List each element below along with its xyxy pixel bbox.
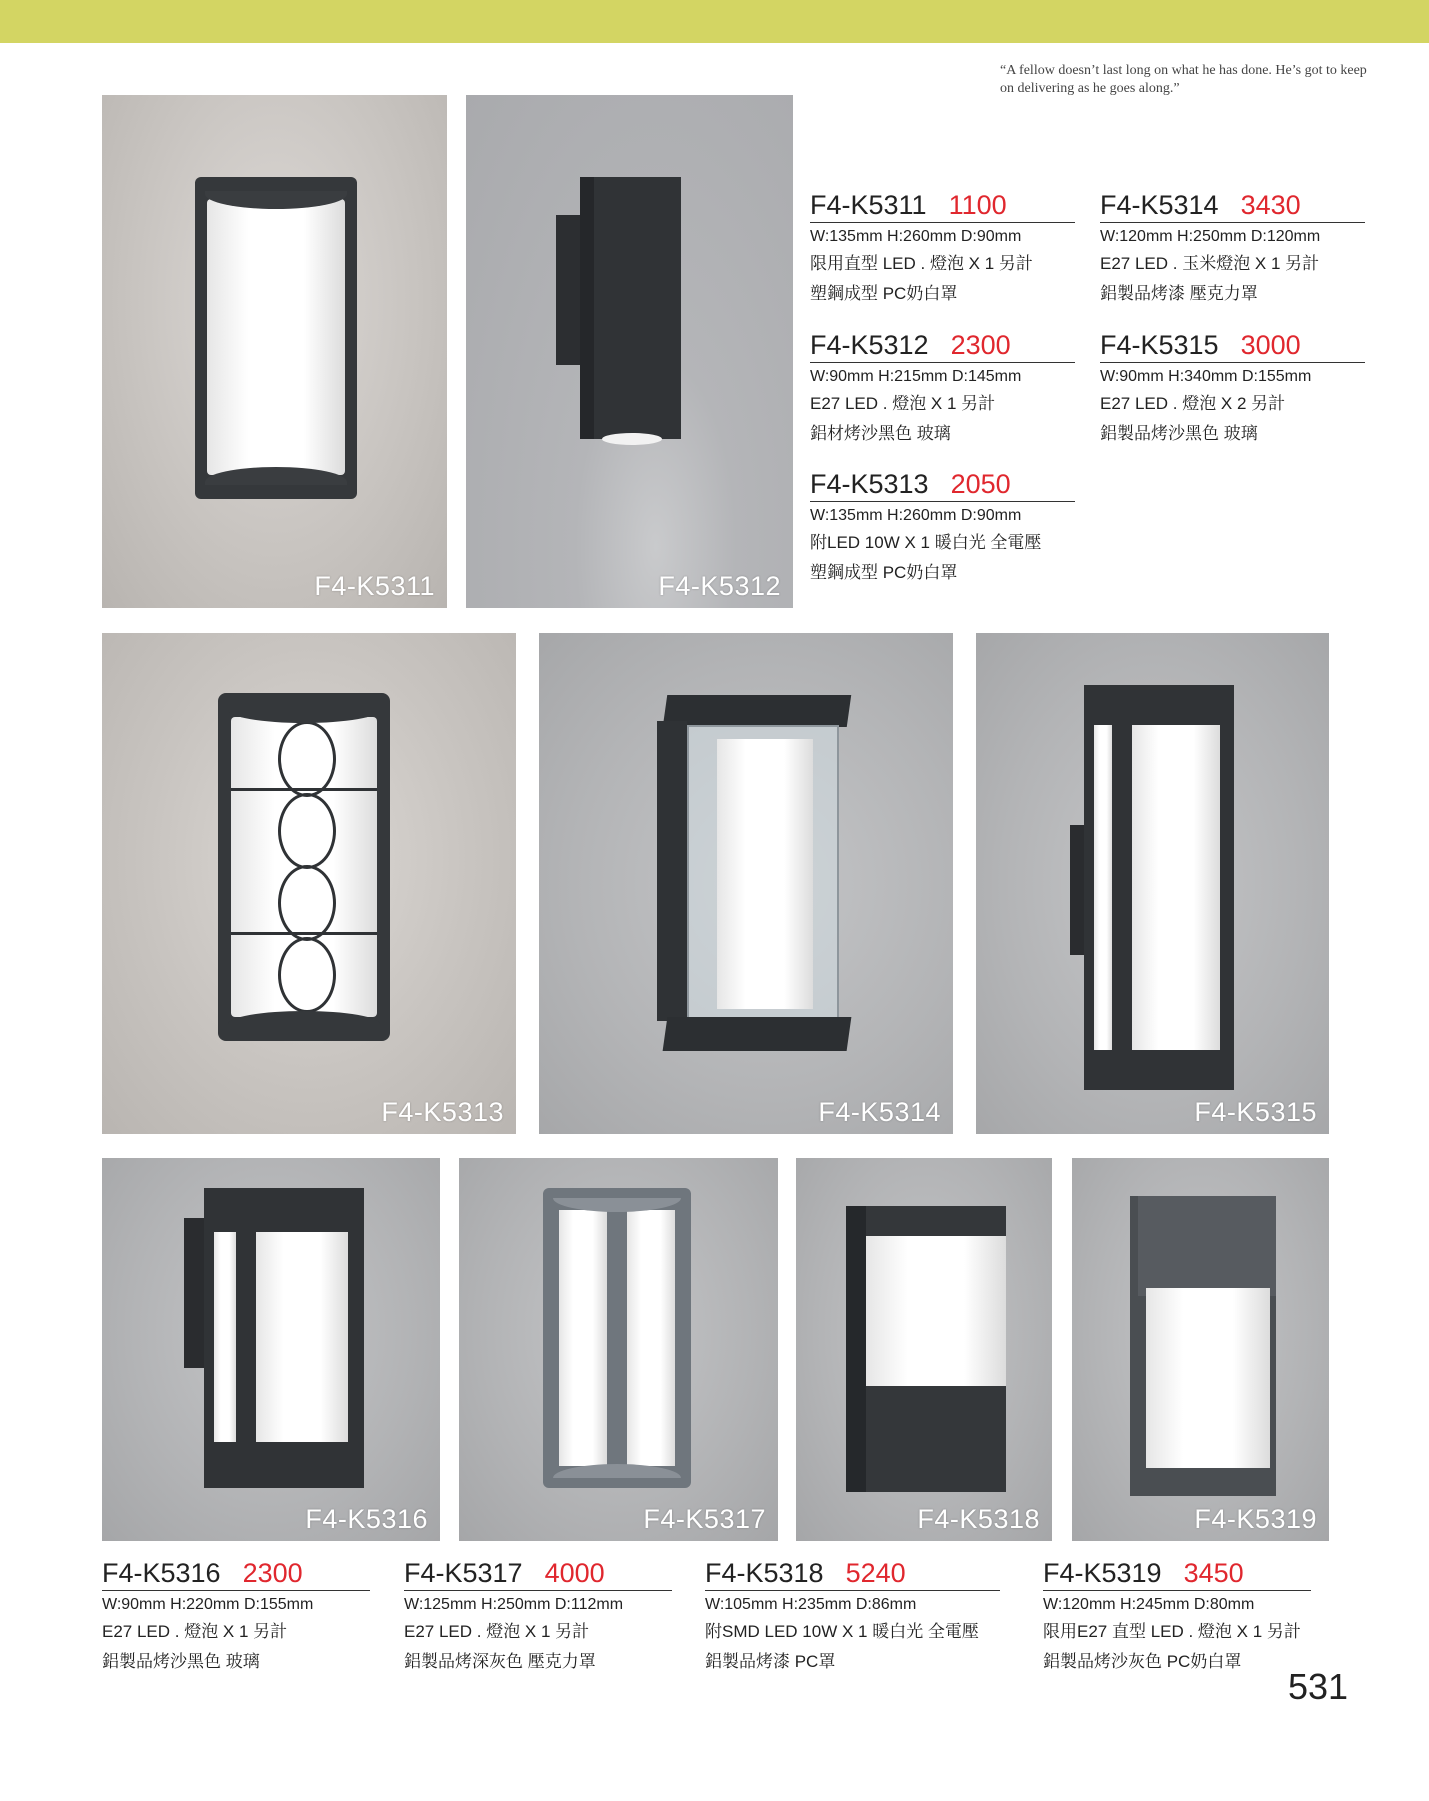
- product-code: F4-K5315: [1100, 330, 1219, 360]
- photo-caption: F4-K5315: [1194, 1097, 1317, 1127]
- product-lamp-info: 限用直型 LED . 燈泡 X 1 另計: [810, 254, 1033, 273]
- photo-f4-k5311: [102, 95, 447, 608]
- product-code: F4-K5313: [810, 469, 929, 499]
- product-code: F4-K5316: [102, 1558, 221, 1588]
- spec-f4-k5316: [102, 1558, 370, 1677]
- product-code: F4-K5317: [404, 1558, 523, 1588]
- product-dimensions: W:120mm H:250mm D:120mm: [1100, 228, 1321, 245]
- photo-caption: F4-K5318: [917, 1504, 1040, 1534]
- photo-f4-k5317: [459, 1158, 778, 1541]
- spec-f4-k5314: [1100, 190, 1365, 309]
- lamp-f4-k5311: [195, 177, 357, 499]
- product-lamp-info: E27 LED . 燈泡 X 1 另計: [102, 1622, 288, 1641]
- photo-caption: F4-K5311: [314, 571, 435, 601]
- product-dimensions: W:120mm H:245mm D:80mm: [1043, 1596, 1255, 1613]
- product-lamp-info: E27 LED . 燈泡 X 2 另計: [1100, 394, 1286, 413]
- photo-caption: F4-K5313: [381, 1097, 504, 1127]
- photo-f4-k5315: [976, 633, 1329, 1134]
- product-code: F4-K5311: [810, 190, 927, 220]
- product-lamp-info: 附LED 10W X 1 暖白光 全電壓: [810, 533, 1042, 552]
- lamp-f4-k5318: [846, 1206, 1006, 1492]
- product-material: 鋁製品烤沙黑色 玻璃: [1100, 424, 1258, 443]
- photo-caption: F4-K5317: [643, 1504, 766, 1534]
- spec-f4-k5312: [810, 330, 1075, 449]
- photo-caption: F4-K5312: [658, 571, 781, 601]
- lamp-f4-k5314: [657, 695, 849, 1051]
- product-material: 鋁製品烤深灰色 壓克力罩: [404, 1652, 596, 1671]
- product-dimensions: W:125mm H:250mm D:112mm: [404, 1596, 624, 1613]
- product-lamp-info: 限用E27 直型 LED . 燈泡 X 1 另計: [1043, 1622, 1301, 1641]
- product-price: 2300: [242, 1558, 303, 1588]
- product-price: 3000: [1240, 330, 1301, 360]
- product-price: 1100: [948, 190, 1007, 220]
- photo-f4-k5314: [539, 633, 953, 1134]
- product-material: 鋁製品烤沙黑色 玻璃: [102, 1652, 260, 1671]
- product-dimensions: W:135mm H:260mm D:90mm: [810, 507, 1022, 524]
- spec-f4-k5313: [810, 469, 1075, 588]
- product-material: 鋁製品烤沙灰色 PC奶白罩: [1043, 1652, 1242, 1671]
- product-code: F4-K5319: [1043, 1558, 1162, 1588]
- product-dimensions: W:135mm H:260mm D:90mm: [810, 228, 1022, 245]
- product-lamp-info: E27 LED . 玉米燈泡 X 1 另計: [1100, 254, 1320, 273]
- quote-text: “A fellow doesn’t last long on what he has done. He’s got to keep on delivering as he goes along.”: [1000, 63, 1367, 96]
- lamp-f4-k5316: [184, 1188, 364, 1488]
- spec-f4-k5315: [1100, 330, 1365, 449]
- top-color-bar: [0, 0, 1429, 43]
- lamp-f4-k5319: [1130, 1196, 1276, 1496]
- photo-caption: F4-K5314: [818, 1097, 941, 1127]
- product-material: 鋁製品烤漆 PC罩: [705, 1652, 836, 1671]
- product-dimensions: W:105mm H:235mm D:86mm: [705, 1596, 917, 1613]
- product-lamp-info: E27 LED . 燈泡 X 1 另計: [810, 394, 996, 413]
- product-price: 2050: [950, 469, 1011, 499]
- product-dimensions: W:90mm H:215mm D:145mm: [810, 368, 1022, 385]
- lamp-f4-k5313: [218, 693, 390, 1041]
- product-dimensions: W:90mm H:340mm D:155mm: [1100, 368, 1312, 385]
- photo-caption: F4-K5316: [305, 1504, 428, 1534]
- photo-f4-k5319: [1072, 1158, 1329, 1541]
- product-price: 2300: [950, 330, 1011, 360]
- product-price: 4000: [544, 1558, 605, 1588]
- product-lamp-info: E27 LED . 燈泡 X 1 另計: [404, 1622, 590, 1641]
- product-price: 3450: [1183, 1558, 1244, 1588]
- spec-f4-k5319: [1043, 1558, 1311, 1677]
- lamp-f4-k5315: [1070, 685, 1234, 1090]
- page-number: 531: [1288, 1666, 1349, 1707]
- photo-f4-k5318: [796, 1158, 1052, 1541]
- spec-f4-k5311: [810, 190, 1075, 309]
- product-code: F4-K5312: [810, 330, 929, 360]
- photo-caption: F4-K5319: [1194, 1504, 1317, 1534]
- product-price: 3430: [1240, 190, 1301, 220]
- lamp-f4-k5317: [543, 1188, 691, 1488]
- product-code: F4-K5318: [705, 1558, 824, 1588]
- photo-f4-k5312: [466, 95, 793, 608]
- product-material: 塑鋼成型 PC奶白罩: [810, 284, 958, 303]
- product-lamp-info: 附SMD LED 10W X 1 暖白光 全電壓: [705, 1622, 979, 1641]
- product-dimensions: W:90mm H:220mm D:155mm: [102, 1596, 314, 1613]
- spec-f4-k5317: [404, 1558, 672, 1677]
- product-code: F4-K5314: [1100, 190, 1219, 220]
- photo-f4-k5316: [102, 1158, 440, 1541]
- product-price: 5240: [845, 1558, 906, 1588]
- photo-f4-k5313: [102, 633, 516, 1134]
- lamp-f4-k5312: [556, 177, 681, 449]
- product-material: 鋁製品烤漆 壓克力罩: [1100, 284, 1258, 303]
- product-material: 鋁材烤沙黑色 玻璃: [810, 424, 951, 443]
- product-material: 塑鋼成型 PC奶白罩: [810, 563, 958, 582]
- spec-f4-k5318: [705, 1558, 1000, 1677]
